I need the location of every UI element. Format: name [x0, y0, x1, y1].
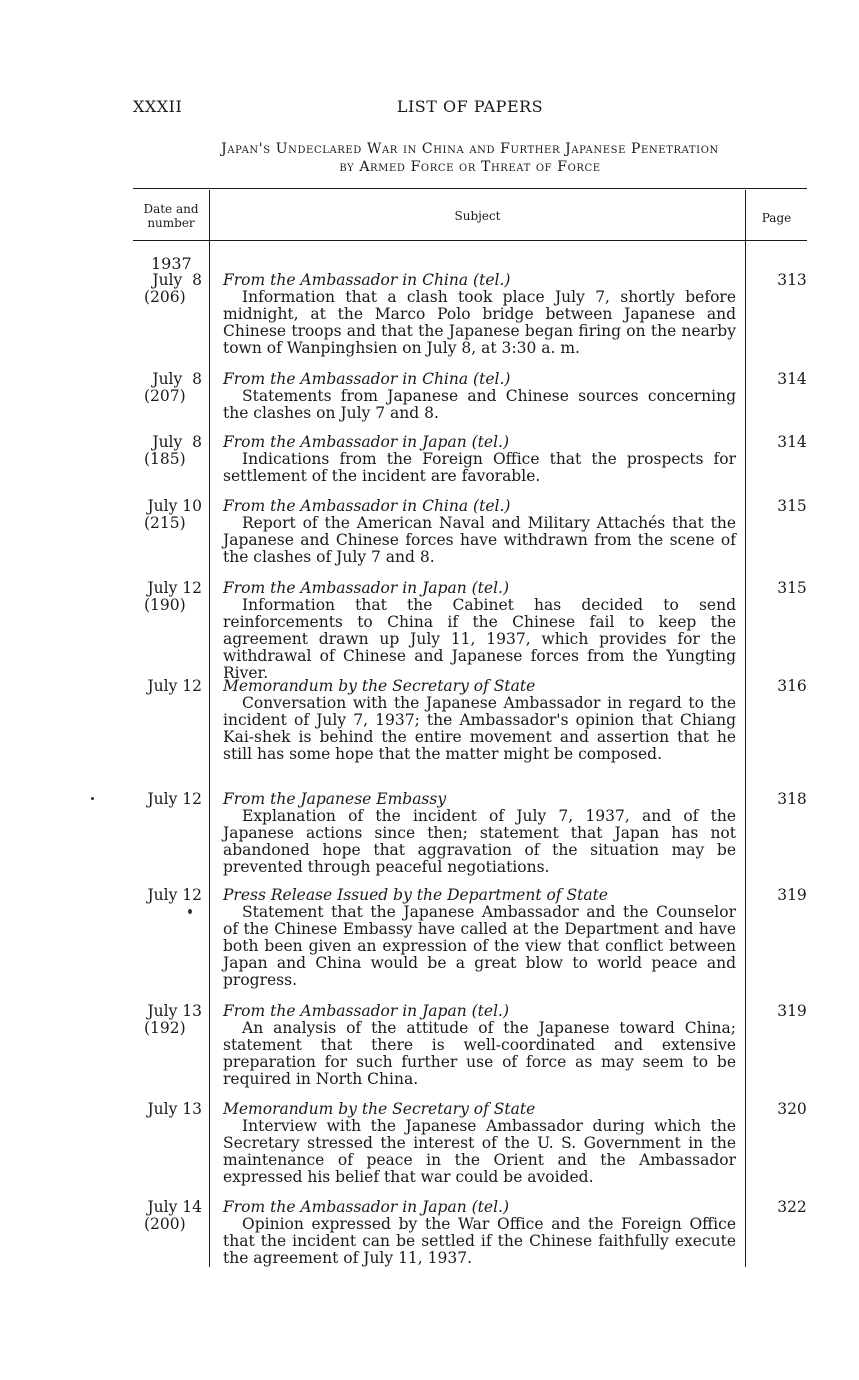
entry-date: July 12: [147, 790, 202, 808]
entry-date: July 8: [152, 370, 202, 388]
table-top-rule: [133, 188, 807, 189]
entry-date: July 10: [147, 497, 202, 515]
entry-title: From the Ambassador in China (tel.): [223, 370, 511, 388]
entry-summary: Indications from the Foreign Office that the prospects for settlement of the incident are favorable.: [223, 450, 736, 485]
column-header-date-line-2: number: [147, 216, 195, 230]
entry-page: 318: [777, 790, 807, 808]
entry-summary: Statements from Japanese and Chinese sources concerning the clashes on July 7 and 8.: [223, 387, 736, 422]
entry-summary: Statement that the Japanese Ambassador and the Counselor of the Chinese Embassy have called at the Department and have both been given an expression of the view that conflict between Japan and China would be a great blow to world peace and progress.: [223, 903, 736, 989]
print-speck: [91, 797, 94, 800]
entry-page: 319: [777, 1002, 807, 1020]
entry-title: From the Ambassador in China (tel.): [223, 497, 511, 515]
section-title-line-2: by Armed Force or Threat of Force: [339, 159, 601, 175]
entry-page: 319: [777, 886, 807, 904]
entry-page: 314: [777, 433, 807, 451]
section-title: [133, 140, 807, 176]
entry-summary: Report of the American Naval and Military Attachés that the Japanese and Chinese forces have withdrawn from the scene of the clashes of July 7 and 8.: [223, 514, 736, 566]
entry-page: 315: [777, 497, 807, 515]
entry-number: (206): [144, 288, 186, 306]
column-header-date-line-1: Date and: [143, 202, 199, 216]
entry-date: July 13: [147, 1002, 202, 1020]
entry-page: 316: [777, 677, 807, 695]
entry-title: Memorandum by the Secretary of State: [223, 677, 536, 695]
entry-date: July 12: [147, 579, 202, 597]
print-speck: [188, 909, 192, 914]
entry-summary: An analysis of the attitude of the Japanese toward China; statement that there is well-coordinated and extensive preparation for such further use of force as may seem to be required in North China.: [223, 1019, 736, 1088]
entry-number: (207): [144, 387, 186, 405]
entry-page: 320: [777, 1100, 807, 1118]
entry-title: Memorandum by the Secretary of State: [223, 1100, 536, 1118]
entry-title: Press Release Issued by the Department of State: [223, 886, 608, 904]
entry-date: July 8: [152, 433, 202, 451]
page-number: XXXII: [133, 97, 183, 116]
entry-summary: Conversation with the Japanese Ambassador in regard to the incident of July 7, 1937; the Ambassador's opinion that Chiang Kai-shek is behind the entire movement and assertion that he still has some hope that the matter might be composed.: [223, 694, 736, 763]
section-title-line-1: Japan's Undeclared War in China and Further Japanese Penetration: [221, 141, 719, 157]
entry-page: 314: [777, 370, 807, 388]
entry-page: 313: [777, 271, 807, 289]
table-header-rule: [133, 240, 807, 241]
year-label: 1937: [151, 254, 192, 273]
column-header-subject: Subject: [454, 209, 501, 223]
entry-date: July 14: [147, 1198, 202, 1216]
entry-page: 315: [777, 579, 807, 597]
column-header-page: Page: [761, 211, 792, 225]
entry-date: July 12: [147, 886, 202, 904]
entry-title: From the Ambassador in Japan (tel.): [223, 1198, 510, 1216]
entry-title: From the Ambassador in Japan (tel.): [223, 579, 510, 597]
entry-title: From the Ambassador in Japan (tel.): [223, 1002, 510, 1020]
date-column-divider: [209, 190, 210, 1267]
entry-summary: Explanation of the incident of July 7, 1937, and of the Japanese actions since then; statement that Japan has not abandoned hope that aggravation of the situation may be prevented through peaceful negotiations.: [223, 807, 736, 876]
entry-date: July 12: [147, 677, 202, 695]
entry-page: 322: [777, 1198, 807, 1216]
entry-number: (215): [144, 514, 186, 532]
entry-number: (192): [144, 1019, 186, 1037]
entry-summary: Opinion expressed by the War Office and the Foreign Office that the incident can be settled if the Chinese faithfully execute the agreement of July 11, 1937.: [223, 1215, 736, 1267]
entry-number: (200): [144, 1215, 186, 1233]
page-column-divider: [745, 190, 746, 1267]
column-header-date: [133, 202, 209, 230]
entry-summary: Interview with the Japanese Ambassador during which the Secretary stressed the interest of the U. S. Government in the maintenance of peace in the Orient and the Ambassador expressed his belief that war could be avoided.: [223, 1117, 736, 1186]
entry-summary: Information that a clash took place July 7, shortly before midnight, at the Marco Polo bridge between Japanese and Chinese troops and that the Japanese began firing on the nearby town of Wanpinghsien on July 8, at 3:30 a. m.: [223, 288, 736, 357]
entry-summary: Information that the Cabinet has decided to send reinforcements to China if the Chinese fail to keep the agreement drawn up July 11, 1937, which provides for the withdrawal of Chinese and Japanese forces from the Yungting River.: [223, 596, 736, 682]
running-title: LIST OF PAPERS: [396, 97, 544, 116]
entry-number: (190): [144, 596, 186, 614]
entry-date: July 13: [147, 1100, 202, 1118]
entry-title: From the Ambassador in China (tel.): [223, 271, 511, 289]
entry-date: July 8: [152, 271, 202, 289]
entry-number: (185): [144, 450, 186, 468]
entry-title: From the Japanese Embassy: [223, 790, 447, 808]
entry-title: From the Ambassador in Japan (tel.): [223, 433, 510, 451]
